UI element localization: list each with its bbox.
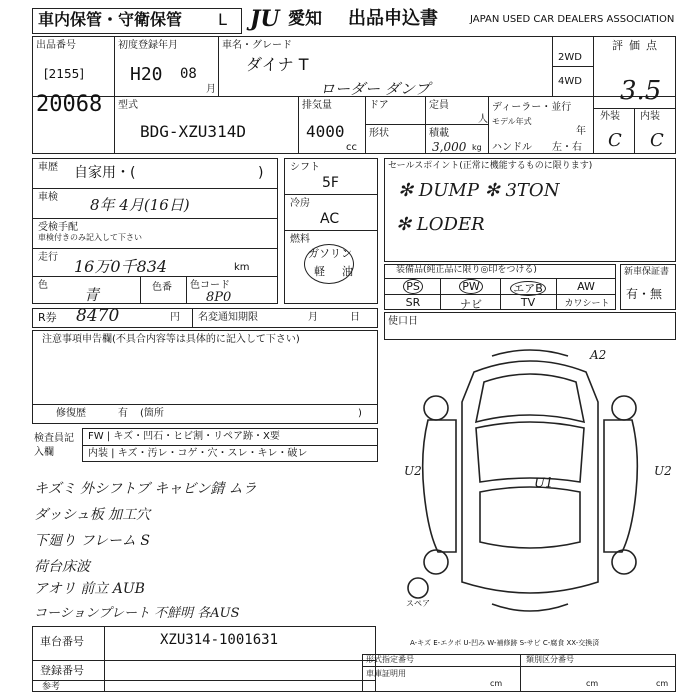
chassis-number: XZU314-1001631 [160,632,279,648]
equip-ps: PS [390,280,436,293]
color-code-label: 色コード [190,280,230,291]
selling-points-label: セールスポイント(正常に機能するものに限ります) [388,161,593,171]
capacity-unit: 人 [478,114,488,125]
reg-month: 08 [180,66,197,82]
model-label: 型式 [118,100,138,111]
model-year-label: モデル年式 [492,117,532,126]
fuel-alt: 軽 [314,265,325,278]
displacement-unit: cc [346,142,357,153]
handwritten-note: 荷台床波 [34,559,90,575]
reg-number-label: 登録番号 [40,664,84,677]
color-label: 色 [38,280,48,291]
notice-day: 日 [350,312,360,323]
capacity-label: 定員 [429,100,449,111]
displacement-label: 排気量 [302,100,332,111]
cm-unit: cm [656,679,669,688]
model-code: BDG-XZU314D [140,122,246,141]
inspection-label: 車検 [38,192,58,203]
reg-year: H20 [130,64,163,85]
ac-value: AC [320,211,340,227]
handwritten-note: コーションプレート 不鮮明 各AUS [34,606,240,621]
association-name: JAPAN USED CAR DEALERS ASSOCIATION [470,14,675,25]
warranty-options: 有・無 [626,287,663,301]
inspector-label: 検査員記入欄 [34,433,74,458]
name-notice-label: 名変通知期限 [198,312,258,323]
receiving-note: 車検付きのみ記入して下さい [38,233,142,242]
vehicle-name: ダイナ T [246,55,309,74]
reg-label: 初度登録年月 [118,40,178,51]
receiving-label: 受検手配 [38,222,78,233]
year-unit: 年 [576,126,586,137]
repair-place: (箇所 [140,408,164,419]
mileage-unit: km [234,262,250,273]
equip-pw: PW [446,280,496,293]
cm-unit: cm [490,679,503,688]
displacement-value: 4000 [306,122,345,141]
ac-label: 冷房 [290,198,310,209]
warranty-label: 新車保証書 [624,267,670,277]
color-num-label: 色番 [152,282,172,293]
color-value: 青 [84,286,100,304]
drive-2wd: 2WD [558,52,582,63]
notes-label: 注意事項申告欄(不具合内容等は具体的に記入して下さい) [42,334,300,345]
selling-point-1: ✻ DUMP ✻ 3TON [398,180,560,201]
damage-legend: A-キズ E-エクボ U-凹み W-補修跡 S-サビ C-腐食 XX-交換済 [410,639,600,647]
shift-value: 5F [322,175,339,191]
history-label: 車歴 [38,162,58,173]
mileage-label: 走行 [38,252,58,263]
handle-label: ハンドル [492,142,532,153]
load-unit: kg [472,143,482,152]
mileage-value: 16万0千834 [74,257,168,276]
interior-label: 内装 [640,111,660,122]
dealer-label: ディーラー・並行 [492,102,572,113]
exterior-grade: C [608,130,622,151]
interior-grade: C [650,130,664,151]
damage-mark: U2 [404,464,422,478]
equip-airbag: エアB [504,280,552,296]
reg-month-unit: 月 [206,84,216,95]
recycle-unit: 円 [170,312,180,323]
lot-number: 20068 [36,92,103,117]
handle-options: 左・右 [552,142,582,153]
fuel-alt2: 油 [342,265,353,278]
fuel-label: 燃料 [290,234,310,245]
shape-label: 形状 [369,128,389,139]
vehicle-diagram [384,342,676,632]
form-title: 出品申込書 [348,8,438,29]
cm-unit: cm [586,679,599,688]
ju-logo: JU [250,6,280,32]
lot-label: 出品番号 [36,40,76,51]
equip-leather: カワシート [564,299,610,309]
handwritten-note: ダッシュ板 加工穴 [34,507,151,523]
recycle-value: 8470 [76,306,120,326]
equip-tv: TV [520,296,536,309]
class-code-label: 類別区分番号 [526,655,574,664]
spare-label: スペア [406,599,430,608]
storage-title: 車内保管・守衛保管 [38,10,183,29]
vehicle-grade: ローダー ダンプ [320,80,430,98]
color-code-value: 8P0 [206,290,232,305]
equipment-label: 装備品(純正品に限り◎印をつける) [396,265,537,275]
equip-aw: AW [577,280,595,293]
lot-sub-number: [2155] [44,67,84,81]
inspector-fw-row: FW | キズ・凹石・ヒビ割・リペア跡・X要 [88,431,280,442]
history-value: 自家用・( [74,165,136,181]
exterior-label: 外装 [600,111,620,122]
handwritten-note: 下廻り フレーム S [34,533,150,549]
vehicle-name-label: 車名・グレード [222,40,292,51]
type-code-label: 形式指定番号 [366,655,414,664]
handwritten-note: アオリ 前立 AUB [34,581,145,597]
door-label: ドア [369,100,389,111]
shift-label: シフト [290,162,320,173]
handwritten-note: キズミ 外シフトブ キャビン錆 ムラ [34,481,257,497]
fuel-value: ガソリン [308,247,352,260]
score-value: 3.5 [620,76,662,106]
load-value: 3,000 [432,140,467,154]
repair-value: 有 [118,408,128,419]
recycle-label: R券 [38,311,57,324]
inspector-interior-row: 内装 | キズ・汚レ・コゲ・穴・スレ・キレ・破レ [88,448,308,459]
load-label: 積載 [429,128,449,139]
garage-cert-label: 車庫証明用 [366,669,406,678]
selling-point-2: ✻ LODER [396,214,485,235]
ref-label: 参考 [42,682,61,692]
equip-navi: ナビ [460,298,482,311]
damage-mark: A2 [590,348,607,362]
selling-points-box [384,158,676,262]
chassis-label: 車台番号 [40,635,84,648]
inspection-value: 8年 4月(16日) [90,196,190,214]
score-label: 評価点 [612,39,663,52]
fuel-circle [304,244,354,284]
history-close: ) [258,165,264,181]
used-by-box [384,312,676,340]
storage-mark: L [218,10,227,29]
damage-mark: U1 [534,476,554,491]
repair-close: ) [358,408,362,419]
repair-label: 修復歴 [56,408,86,419]
notice-month: 月 [308,312,318,323]
equip-sr: SR [405,296,421,309]
damage-mark: U2 [654,464,672,478]
used-by-label: 使口日 [388,316,418,327]
brand-name: 愛知 [288,9,322,29]
drive-4wd: 4WD [558,76,582,87]
